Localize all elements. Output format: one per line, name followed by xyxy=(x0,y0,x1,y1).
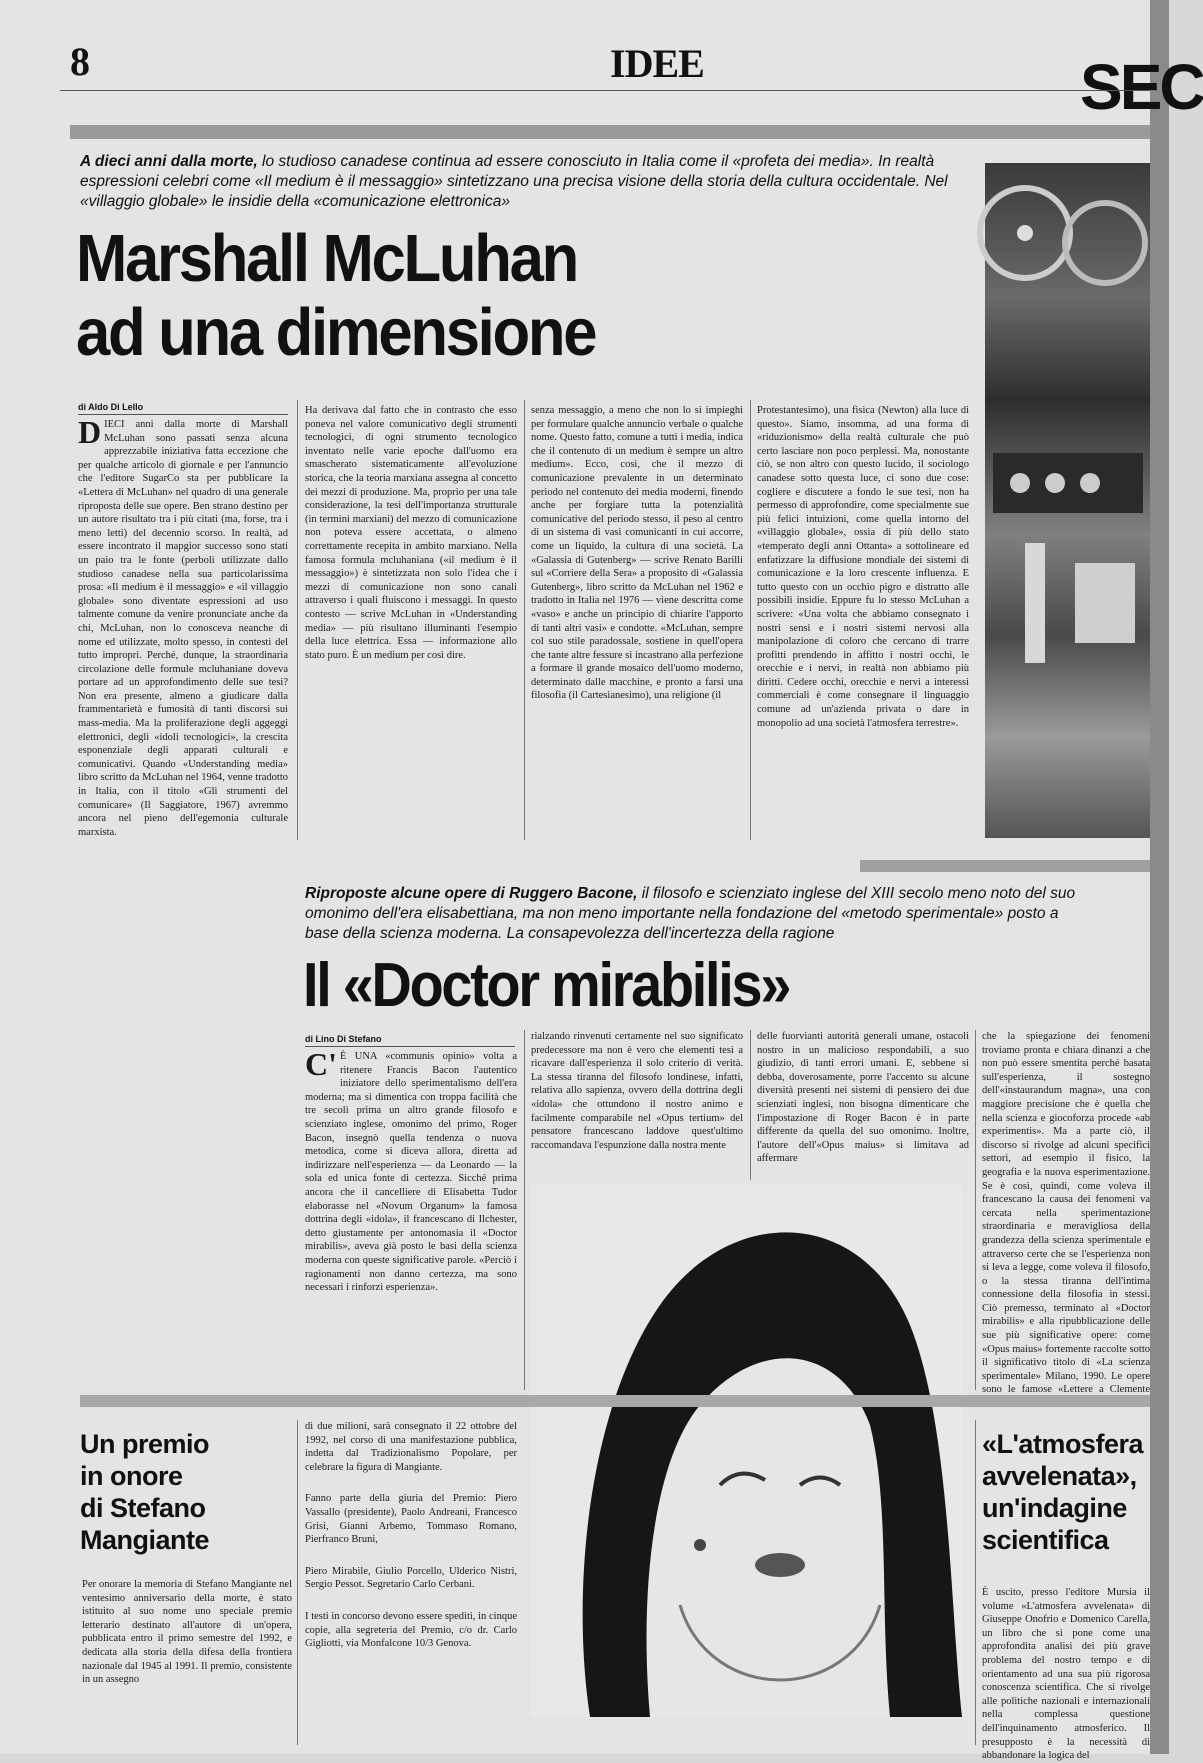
article1-column-1: DIECI anni dalla morte di Marshall McLuhan sono passati senza alcuna apprezzabile iniziativa fatta eccezione che per qualche articolo di giornale e per l'annuncio che l'editore SugarCo sta per pubblicare la «Lettera di McLuhan» nel quadro di una generale riproposta delle sue opere. Ben strano destino per un autore risultato tra i più citati (ma, forse, tra i meno letti) del decennio scorso. In realtà, ad essere incontrato il mapgior successo sono stati un paio tra le fonte (perboli utilizzate dallo studioso canadese nella sua particolarissima prosa: «Il medium è il messaggio» e «il villaggio globale» sono diventate espressioni ad uso talmente comune da venire pronunciate anche da chi, McLuhan, non lo conosceva neanche di nome ed utilizzate, molto spesso, in contesti del tutto impropri. Perché, dunque, la straordinaria circolazione delle formule mcluhaniane doveva portare ad un approfondimento delle sue tesi? Non era presente, almeno a giudicare dalla frammentarietà e fumosità di tanti discorsi sui mass-media. Ma la proliferazione degli aggeggi elettronici, degli «idoli tecnologici», la crescita esponenziale degli apparati culturali e comunicativi. Quando «Understanding media» libro scritto da McLuhan nel 1964, venne tradotto in Italia, con il titolo «Gli strumenti del comunicare» (Il Saggiatore, 1967) avremmo ancora nel pieno dell'egemonia culturale marxista. xyxy=(78,414,288,838)
article2-column-2: rialzando rinvenuti certamente nel suo significato predecessore ma non è vero che elementi tesi a ricavare dall'esperienza il solo criterio di verità. La stessa tiranna del filosofo londinese, infatti, relativa allo sapienza, ovvero della dottrina degli «idola» che ottundono il nostro animo e facilmente comparabile nel «Opus tertium» del pensatore francescano laddove quest'ultimo raccomandava l'espunzione dalla nostra mente xyxy=(531,1031,743,1151)
article3-paragraph: Piero Mirabile, Giulio Porcello, Ulderico Nistri, Sergio Pessot. Segretario Carlo Cerbani. xyxy=(305,1565,517,1591)
article2-column-3: delle fuorvianti autorità generali umane, ostacoli nostro in un malicioso respondabili, a suo giudizio, di tanti errori umani. E, sebbene si debba, doverosamente, porre l'accento su alcune diversità presenti nei sistemi di pensiero dei due scienziati inglesi, non bisogna dimenticare che l'impostazione di Roger Bacon è in parte differente da quella del suo omonimo. Inoltre, l'autore dell'«Opus maius» si limitava ad affermare xyxy=(757,1031,969,1165)
article3-column-2 xyxy=(305,1420,517,1750)
column-rule xyxy=(750,1030,751,1180)
page-number: 8 xyxy=(70,39,90,84)
article2-headline: Il «Doctor mirabilis» xyxy=(303,951,790,1020)
article4-headline xyxy=(982,1428,1150,1556)
article3-paragraph: I testi in concorso devono essere spediti, in cinque copie, alla segreteria del Premio, c/o dr. Carlo Gigliotti, via Monfalcone 10/3 Genova. xyxy=(305,1610,517,1650)
article1-headline-line1: Marshall McLuhan xyxy=(76,221,577,296)
article3-headline-line1: Un premio xyxy=(80,1429,210,1459)
bottom-gray-band xyxy=(80,1395,1150,1407)
portrait-graphic xyxy=(530,1185,962,1717)
article2-deck-text: il filosofo e scienziato inglese del XIII secolo meno noto del suo omonimo dell'era elisabettiana, ma non meno importante nella fondazione del «metodo sperimentale» posto a base della scienza moderna. La consapevolezza dell'incertezza della ragione xyxy=(305,885,1076,942)
article1-column-3: senza messaggio, a meno che non lo si impieghi per formulare qualche annuncio verbale o qualche nome. Questo fatto, comune a tutti i media, indica che il contenuto di un medium è sempre un altro medium». Ecco, così, che il mezzo di comunicazione prevalente in un determinato periodo nel contenuto dei media moderni, finendo anche per forgiare tutta la potenzialità comunicative del periodo stesso, il peso al centro di un sistema di vasi comunicanti in cui accorre, come un liquido, la cultura di una società. La «Galassia di Gutenberg» — scrive Renato Barilli sul «Corriere della Sera» a proposito di «Galassia Gutenberg», libro scritto da McLuhan nel 1962 e tradotto in Italia nel 1976 — viene descritta come «vaso» e anche un principio di chiarire l'apporto di tanti altri vasi» e condotte. «McLuhan, sempre col suo stile paradossale, sostiene in quell'opera che tante altre fessure si incastrano alla perfezione a formare il grande mosaico dell'uomo moderno, determinato dalle macchine, e pronto a farsi una filosofia (il Cartesianesimo), una religione (il xyxy=(531,405,743,702)
article1-deck xyxy=(80,152,960,212)
section-title: IDEE xyxy=(610,41,704,86)
column-rule xyxy=(524,400,525,840)
article1-headline-line2: ad una dimensione xyxy=(76,295,596,370)
article2-column-4: che la spiegazione dei fenomeni troviamo pronta e chiara dinanzi a che non può essere smentita perché basata sull'esperienza, il sostegno dell'«instaurandum magna», una con maggiore precisione che è quella che nella scienza e giocoforza procede «ab experimentis». Ma a parte ciò, il discorso si rivolge ad alcuni specifici settori, ad esempio il fisico, la geografia e la nuova esperimentazione. Se è così, quindi, come voleva il francescano la causa dei fenomeni va cercata nella sperimentazione straordinaria e meravigliosa della grandezza della scienza sperimentale e attraverso certe che se l'esperienza non si leva a legge, come voleva il filosofo, o la stessa tiranna dell'intima connessione della filosofia in stessi. Ciò premesso, terminato al «Doctor mirabilis» e alla ripubblicazione delle sue più significative opere: come «Opus maius» fortemente raccolte sotto il significativo titolo di «La scienza sperimentale» Milano, 1990. Le opere sono le famose «Lettere a Clemente xyxy=(982,1031,1150,1396)
article3-headline-line3: di Stefano xyxy=(80,1493,206,1523)
article3-headline-line2: in onore xyxy=(80,1461,183,1491)
article3-paragraph: di due milioni, sarà consegnato il 22 ottobre del 1992, nel corso di una manifestazione pubblica, indetta dal Tradizionalismo Popolare, per celebrare la figura di Mangiante. xyxy=(305,1421,517,1473)
article1-photo-tape-machine xyxy=(985,163,1150,838)
column-rule xyxy=(524,1030,525,1390)
article2-column-1: C'È UNA «communis opinio» volta a ritenere Francis Bacon l'autentico iniziatore dello sperimentalismo dell'era moderna; ma si dimentica con troppa facilità che tre secoli prima un altro grande filosofo e scienziato inglese, omonimo del primo, Roger Bacon, insegnò quella tendenza o nuova metodica, come si diceva allora, diretta ad indirizzare nell'esperienza — da Leonardo — la sola ed unica fonte di certezza. Sicché prima ancora che il cancelliere di Elisabetta Tudor elaborasse nel «Novum Organum» la famosa dottrina degli «idola», il francescano di Ilchester, detto giustamente per antonomasia il «Doctor mirabilis», aveva già posto le basi della scienza moderna con queste significative parole. «Perciò i ragionamenti non danno certezza, ma sono necessari i rinforzi esperienza». xyxy=(305,1046,517,1294)
article3-column-1: Per onorare la memoria di Stefano Mangiante nel ventesimo anniversario della morte, è stato istituito al suo nome uno speciale premio letterario destinato all'autore di un'opera, pubblicata entro il primo semestre del 1992, e dedicata alla storia della difesa della frontiera nazionale dal 1945 al 1991. Il premio, consistente in un assegno xyxy=(82,1579,292,1686)
column-rule xyxy=(750,400,751,840)
article4-column-1: È uscito, presso l'editore Mursia il volume «L'atmosfera avvelenata» di Giuseppe Onofrio e Domenico Carella, un libro che si pone come una approfondita analisi dei più grave problema del nostro tempo e di orientamento ad una sua più rigorosa conoscenza scientifica. Che si rivolge alle politiche nazionali e internazionali nella complessa questione dell'inquinamento atmosferico. Il presupposto è la necessità di abbandonare la logica del xyxy=(982,1587,1150,1762)
column-rule xyxy=(297,400,298,840)
article3-headline-line4: Mangiante xyxy=(80,1525,210,1555)
column-rule xyxy=(975,1420,976,1745)
tape-reel-graphic xyxy=(985,163,1150,838)
article4-headline-line2: avvelenata», xyxy=(982,1461,1137,1491)
top-gray-band xyxy=(70,125,1150,139)
article1-deck-lead: A dieci anni dalla morte, xyxy=(80,153,258,170)
column-rule xyxy=(975,1030,976,1390)
article2-deck-lead: Riproposte alcune opere di Ruggero Bacone, xyxy=(305,885,638,902)
article4-headline-line1: «L'atmosfera xyxy=(982,1429,1143,1459)
article2-byline: di Lino Di Stefano xyxy=(305,1034,515,1047)
article4-headline-line3: un'indagine xyxy=(982,1493,1127,1523)
article1-deck-text: lo studioso canadese continua ad essere conosciuto in Italia come il «profeta dei media». In realtà espressioni celebri come «Il medium è il messaggio» sintetizzano una precisa visione della storia della cultura occidentale. Nel «villaggio globale» le insidie della «comunicazione elettronica» xyxy=(80,153,948,210)
article4-headline-line4: scientifica xyxy=(982,1525,1109,1555)
article1-column-4: Protestantesimo), una fisica (Newton) alla luce di questo». Siamo, insomma, ad una forma di «riduzionismo» della realtà culturale che può certo lasciare non poco perplessi. Ma, nonostante ciò, se non altro con questo lucido, il sociologo canadese sotto questa luce, ci sono due cose: cogliere e discutere a fondo le sue tesi, non ha permesso di approfondire, come specialmente sue più felici intuizioni, come quella intorno del «villaggio globale», ossia di più dello stato «temperato degli anni Ottanta» a sottolineare ed enfatizzare la diffusione mondiale dei sistemi di comunicazione e la loro crescente influenza. E tutto questo con un occhio pigro e distratto alle possibili insidie. Eppure fu lo stesso McLuhan a scrivere: «Una volta che abbiamo consegnato i nostri sensi e i nostri sistemi nervosi alla manipolazione di coloro che cercano di trarre profitti prendendo in affitto i nostri occhi, le orecchie e i nervi, in realtà non abbiamo più diritti. Cedere occhi, orecchie e nervi a interessi commerciali è come consegnare il linguaggio comune ad un'azienda privata o dare in monopolio ad una società l'atmosfera terrestre». xyxy=(757,405,969,729)
page-edge xyxy=(1150,0,1169,1754)
column-rule xyxy=(297,1420,298,1745)
article1-column-2: Ha derivava dal fatto che in contrasto che esso poneva nel valore comunicativo degli strumenti tecnologici, di ogni strumento tecnologico inventato nelle varie epoche dall'uomo era smascherato sistematicamente all'evoluzione storica, che la teoria marxiana assegna al concetto dei mezzi di produzione. Ma, proprio per una tale considerazione, la tesi dell'importanza strutturale (in termini marxiani) del mezzo di comunicazione non poteva essere accettata, o almeno correttamente recepita in ambito marxiano. Nella famosa formula mcluhaniana («il medium è il messaggio») è sintetizzata non solo l'idea che i mezzi di comunicazione non sono canali attraverso i quali fluiscono i messaggi. In questo contesto — scrive McLuhan in «Understanding media» — più risultano illuminanti l'esempio della luce elettrica. Essa — informazione allo stato puro. È un medium per così dire. xyxy=(305,405,517,661)
next-page-section-fragment: SEC xyxy=(1080,51,1203,123)
article2-gray-band xyxy=(860,860,1150,872)
article3-paragraph: Fanno parte della giuria del Premio: Piero Vassallo (presidente), Paolo Andreani, Francesco Grisi, Gianni Arbemo, Tommaso Romano, Pierfranco Bruni, xyxy=(305,1493,517,1546)
article2-portrait-roger-bacon xyxy=(530,1185,962,1717)
article1-byline: di Aldo Di Lello xyxy=(78,402,288,415)
article3-headline xyxy=(80,1428,300,1556)
header-rule xyxy=(60,90,1150,91)
article2-deck xyxy=(305,884,1085,944)
article1-headline xyxy=(76,222,904,370)
